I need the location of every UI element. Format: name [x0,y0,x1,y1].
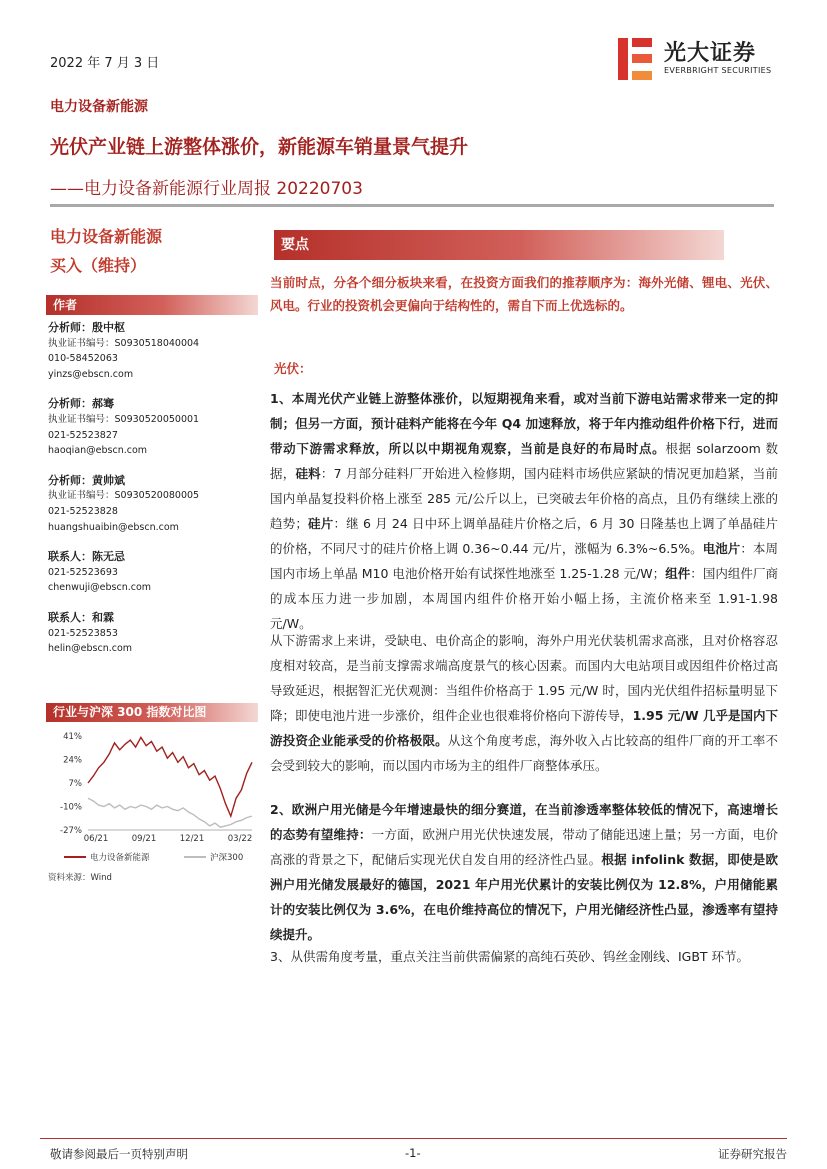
contact-entry [48,610,260,657]
everbright-logo-icon [618,38,656,84]
y-tick-label: -10% [60,802,82,813]
intro-paragraph: 当前时点，分各个细分板块来看，在投资方面我们的推荐顺序为：海外光储、锂电、光伏、风电。行业的投资机会更偏向于结构性的，需自下而上优选标的。 [270,275,778,313]
key-points-heading: 要点 [274,230,724,260]
author-email: haoqian@ebscn.com [48,445,148,457]
x-tick-label: 12/21 [179,834,205,844]
contact-phone: 021-52523693 [48,566,118,578]
header-divider [50,204,774,207]
text-span: 从下游需求上来讲，受缺电、电价高企的影响，海外户用光伏装机需求高涨，且对价格容忍度相对较高，是当前支撑需求端高度景气的核心因素。而国内大电站项目或因组件价格过高导致延迟，根据智汇光伏观测：当组件价格高于 1.95 元/W 时，国内光伏组件招标量明显下降；即使电池片进一步涨价，组件企业也很难将价格向下游传导， [270,633,778,723]
chart-svg [46,726,258,868]
paragraph-pv-2 [270,628,778,778]
report-date: 2022 年 7 月 3 日 [50,56,160,71]
y-tick-label: -27% [60,826,82,836]
y-tick-label: 24% [63,755,82,766]
keyword: 组件 [665,566,691,581]
contact-name: 联系人：和霖 [48,610,114,624]
x-tick-label: 09/21 [131,834,157,844]
report-title: 光伏产业链上游整体涨价，新能源车销量景气提升 [50,136,469,158]
emphasis: 1.95 元/W 几乎是国内下游投资企业能承受的价格极限。 [270,708,778,748]
author-phone: 021-52523828 [48,505,118,517]
legend-label: 沪深300 [210,853,244,863]
y-tick-label: 7% [68,779,82,789]
report-subtitle: ——电力设备新能源行业周报 20220703 [50,179,363,199]
text-span: ：7 月部分硅料厂开始进入检修期，国内硅料市场供应紧缺的情况更加趋紧，当前国内单晶复投料价格上涨至 285 元/公斤以上，已突破去年价格的高点，且仍有继续上涨的趋势； [270,466,778,531]
text-span: ：继 6 月 24 日中环上调单晶硅片价格之后，6 月 30 日隆基也上调了单晶硅片的价格，不同尺寸的硅片价格上调 0.36~0.44 元/片，涨幅为 6.3%~6.5%。 [270,516,778,556]
contact-entry [48,549,260,596]
index-comparison-chart [46,726,258,868]
logo-text-en: EVERBRIGHT SECURITIES [664,66,772,75]
x-tick-label: 06/21 [83,834,109,844]
logo-text: 光大证券 [664,41,757,66]
author-license: 执业证书编号：S0930520050001 [48,413,200,425]
series-line [88,737,252,816]
author-email: yinzs@ebscn.com [48,368,134,380]
sidebar-sector: 电力设备新能源 [50,227,163,246]
page-number: -1- [405,1146,421,1160]
author-phone: 021-52523827 [48,429,118,441]
rating: 买入（维持） [50,256,147,275]
text-span: 一方面，欧洲户用光伏快速发展，带动了储能迅速上量；另一方面，电价高涨的背景之下，配储后实现光伏自发自用的经济性凸显。 [270,827,778,867]
contact-email: chenwuji@ebscn.com [48,582,152,594]
text-span: 从这个角度考虑，海外收入占比较高的组件厂商的开工率不会受到较大的影响，而以国内市场为主的组件厂商整体承压。 [270,733,778,773]
legend-label: 电力设备新能源 [90,853,150,863]
text-span: ：本周国内市场上单晶 M10 电池价格开始有试探性地涨至 1.25-1.28 元/W； [270,541,778,581]
contact-email: helin@ebscn.com [48,643,133,655]
author-name: 分析师：郝骞 [48,397,114,411]
keyword: 硅片 [307,516,334,531]
text-span: ：国内组件厂商的成本压力进一步加剧，本周国内组件价格开始小幅上扬，主流价格来至 1.91-1.98 元/W。 [270,566,778,631]
author-entry [48,473,260,535]
paragraph-lead: 2、欧洲户用光储是今年增速最快的细分赛道，在当前渗透率整体较低的情况下，高速增长的态势有望维持： [270,802,778,842]
footer-report-type: 证券研究报告 [718,1147,787,1161]
chart-heading: 行业与沪深 300 指数对比图 [46,703,258,722]
paragraph-pv-3 [270,797,778,947]
paragraph-pv-1 [270,386,778,636]
pv-heading: 光伏： [274,361,312,376]
author-name: 分析师：殷中枢 [48,321,125,334]
author-entry [48,320,260,382]
keyword: 硅料 [295,466,321,481]
author-license: 执业证书编号：S0930520080005 [48,490,200,502]
contact-phone: 021-52523853 [48,627,118,639]
text-span: 根据 solarzoom 数据， [270,441,778,481]
contact-name: 联系人：陈无忌 [48,550,125,564]
footer-disclaimer: 敬请参阅最后一页特别声明 [50,1147,188,1161]
author-list [48,320,260,671]
footer-divider [40,1138,787,1139]
author-phone: 010-58452063 [48,353,118,365]
author-license: 执业证书编号：S0930518040004 [48,337,200,349]
series-line [88,798,252,827]
author-email: huangshuaibin@ebscn.com [48,521,179,533]
author-entry [48,396,260,458]
author-name: 分析师：黄帅斌 [48,473,125,487]
emphasis: 根据 infolink 数据，即使是欧洲户用光储发展最好的德国，2021 年户用光伏累计的安装比例仅为 12.8%，户用储能累计的安装比例仅为 3.6%，在电价维持高位的情况下，户用光储经济性凸显，渗透率有望持续提升。 [270,852,778,942]
report-sector: 电力设备新能源 [50,99,148,115]
chart-source: 资料来源：Wind [48,873,112,883]
paragraph-pv-4: 3、从供需角度考量，重点关注当前供需偏紧的高纯石英砂、钨丝金刚线、IGBT 环节。 [270,949,750,964]
keyword: 电池片 [702,541,741,556]
x-tick-label: 03/22 [227,834,253,844]
y-tick-label: 41% [63,732,82,742]
paragraph-lead: 1、本周光伏产业链上游整体涨价，以短期视角来看，或对当前下游电站需求带来一定的抑制；但另一方面，预计硅料产能将在今年 Q4 加速释放，将于年内推动组件价格下行，进而带动下游需求释放，所以以中期视角观察，当前是良好的布局时点。 [270,391,778,456]
author-heading: 作者 [46,295,258,315]
